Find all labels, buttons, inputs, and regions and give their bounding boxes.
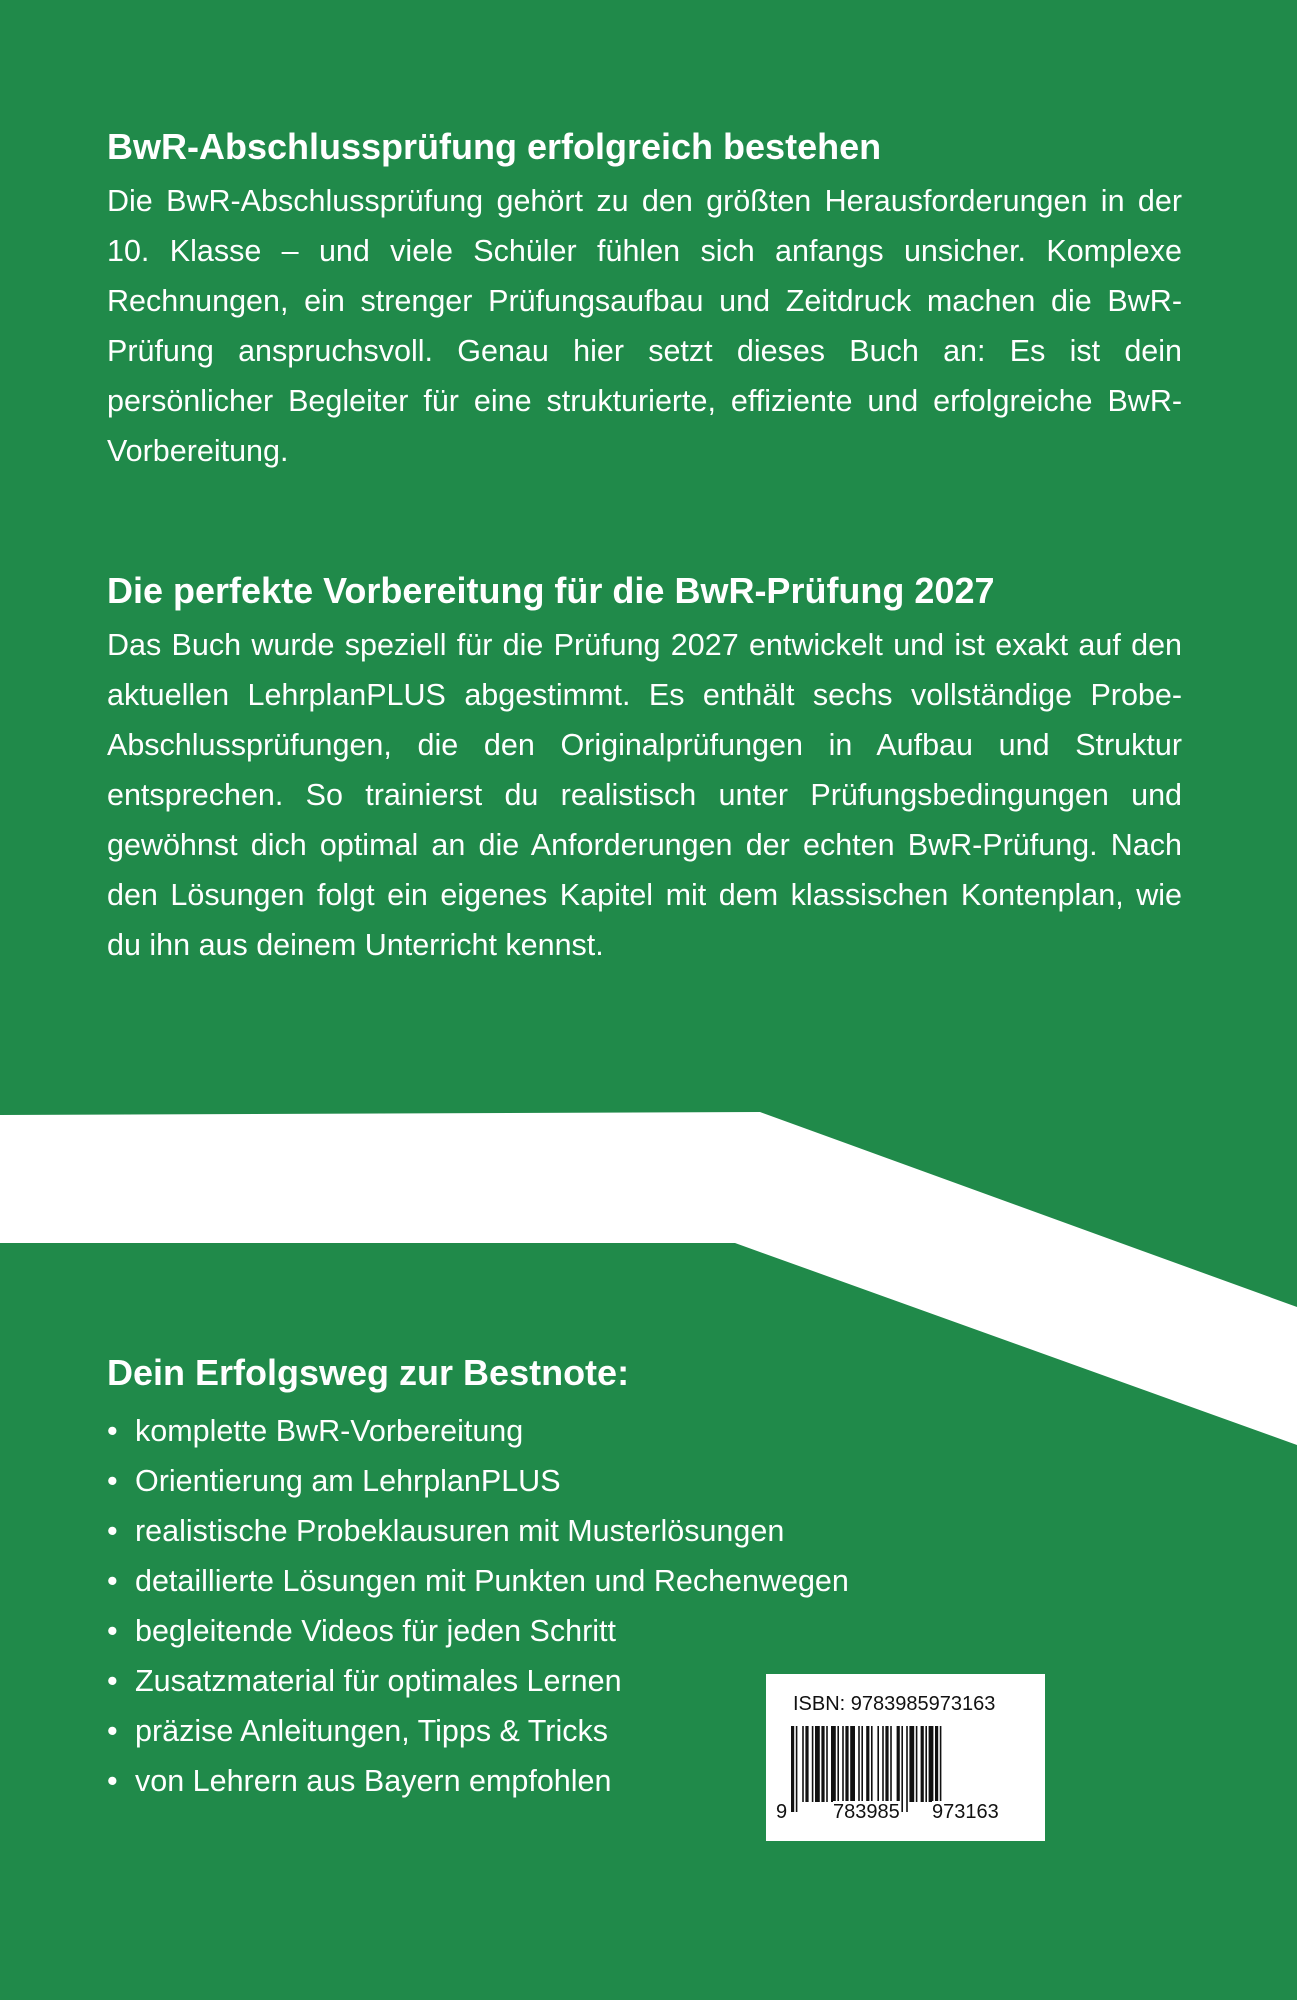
barcode-bar [906,1726,908,1812]
barcode-bar [826,1726,828,1802]
intro-paragraph: Die BwR-Abschlussprüfung gehört zu den größten Herausforderungen in der 10. Klasse – und viele Schüler fühlen sich anfangs unsicher. Komplexe Rechnungen, ein strenger Prüfungsaufbau und Zeitdruck machen die BwR-Prüfung anspruchsvoll. Genau hier setzt dieses Buch an: Es ist dein persönlicher Begleiter für eine strukturierte, effiziente und erfolgreiche BwR-Vorbereitung. [107,184,1182,468]
barcode-bar [791,1726,794,1812]
barcode-digit-first: 9 [776,1801,788,1823]
barcode-bar [858,1726,860,1802]
barcode-bar [921,1726,924,1802]
benefit-item: • präzise Anleitungen, Tipps & Tricks [107,1706,1182,1756]
barcode-bar [929,1726,934,1802]
barcode-bar [877,1726,879,1802]
barcode-bar [882,1726,884,1802]
barcode-bar [871,1726,873,1802]
barcode-bar [925,1726,927,1802]
isbn-barcode [766,1674,1045,1841]
barcode-bar [897,1726,900,1802]
barcode-bar [815,1726,820,1802]
benefit-item: • von Lehrern aus Bayern empfohlen [107,1756,1182,1806]
barcode-bar [850,1726,855,1802]
barcode-bar [861,1726,863,1802]
barcode-bar [805,1726,808,1802]
preparation-paragraph: Das Buch wurde speziell für die Prüfung 2027 entwickelt und ist exakt auf den aktuellen LehrplanPLUS abgestimmt. Es enthält sechs vollständige Probe-Abschlussprüfungen, die den Originalprüfungen in Aufbau und Struktur entsprechen. So trainierst du realistisch unter Prüfungsbedingungen und gewöhnst dich optimal an die Anforderungen der echten BwR-Prüfung. Nach den Lösungen folgt ein eigenes Kapitel mit dem klassischen Kontenplan, wie du ihn aus deinem Unterricht kennst. [107,628,1182,962]
barcode-bar [940,1726,942,1802]
barcode-bar [916,1726,918,1802]
benefit-item: • realistische Probeklausuren mit Musterlösungen [107,1506,1182,1556]
barcode-bar [935,1726,938,1802]
barcode-bar [866,1726,869,1802]
intro-heading: BwR-Abschlussprüfung erfolgreich bestehen [107,126,882,167]
barcode-bar [901,1726,903,1812]
benefit-item: • Orientierung am LehrplanPLUS [107,1456,1182,1506]
benefits-heading: Dein Erfolgsweg zur Bestnote: [107,1352,630,1393]
barcode-bar [842,1726,844,1802]
barcode-bar [812,1726,814,1802]
isbn-label: ISBN: 9783985973163 [793,1693,996,1715]
barcode-bar [796,1726,798,1812]
preparation-heading: Die perfekte Vorbereitung für die BwR-Prüfung 2027 [107,570,995,611]
barcode-bar [890,1726,892,1802]
benefit-item: • Zusatzmaterial für optimales Lernen [107,1656,1182,1706]
barcode-bar [885,1726,888,1802]
barcode-bar [837,1726,839,1802]
benefit-item: • begleitende Videos für jeden Schritt [107,1606,1182,1656]
section-preparation [107,568,1182,970]
barcode-bar [802,1726,804,1802]
barcode-digits-right: 973163 [932,1801,999,1823]
section-intro [107,124,1182,476]
barcode-bar [831,1726,836,1802]
benefit-item: • detaillierte Lösungen mit Punkten und Rechenwegen [107,1556,1182,1606]
barcode-bar [821,1726,824,1802]
barcode-bar [909,1726,914,1802]
barcode-bar [845,1726,848,1802]
benefit-item: • komplette BwR-Vorbereitung [107,1406,1182,1456]
barcode-bars-icon [766,1674,1045,1841]
barcode-digits-left: 783985 [833,1801,900,1823]
